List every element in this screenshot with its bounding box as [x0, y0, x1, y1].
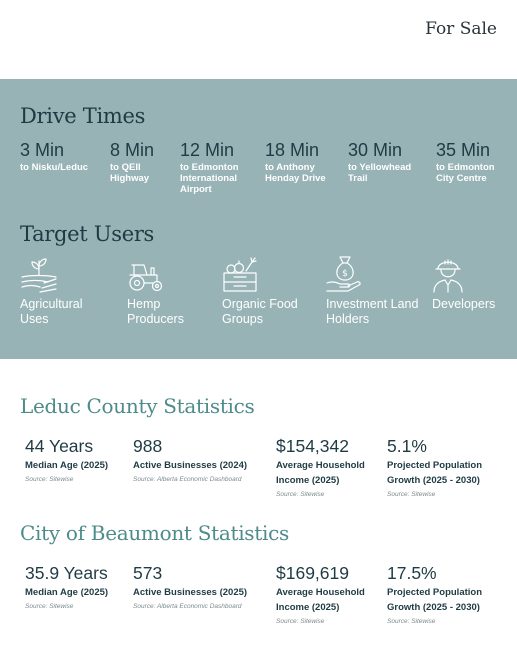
drive-time-item	[180, 139, 250, 195]
drive-time-destination: to Edmonton City Centre	[436, 162, 495, 184]
stat-source: Source: Sitewise	[387, 618, 436, 625]
drive-time-item	[20, 139, 110, 173]
stat-value: $154,342	[276, 436, 349, 456]
drive-time-destination: to QEII Highway	[110, 162, 150, 184]
target-user-item	[222, 255, 312, 327]
stat-median-age	[25, 435, 130, 483]
drive-times-heading: Drive Times	[20, 104, 146, 128]
stat-label: Median Age (2025)	[25, 587, 109, 598]
drive-time-item	[110, 139, 172, 184]
stat-source: Source: Alberta Economic Dashboard	[133, 476, 242, 483]
stat-value: 17.5%	[387, 563, 437, 583]
stat-source: Source: Alberta Economic Dashboard	[133, 603, 242, 610]
stat-source: Source: Sitewise	[276, 618, 325, 625]
stat-label: Projected Population Growth (2025 - 2030)	[387, 460, 483, 486]
for-sale-label: For Sale	[425, 19, 497, 39]
stat-label: Active Businesses (2025)	[133, 587, 248, 598]
stat-label: Projected Population Growth (2025 - 2030)	[387, 587, 483, 613]
stat-value: 5.1%	[387, 436, 427, 456]
drive-time-value: 30 Min	[348, 140, 403, 160]
drive-time-item	[436, 139, 506, 184]
target-user-label: Investment Land Holders	[326, 297, 419, 326]
stat-household-income	[276, 562, 376, 625]
drive-time-value: 8 Min	[110, 140, 155, 160]
stat-value: 44 Years	[25, 436, 94, 456]
stat-label: Average Household Income (2025)	[276, 460, 365, 486]
drive-time-destination: to Nisku/Leduc	[20, 162, 89, 173]
drive-time-item	[348, 139, 418, 184]
agriculture-icon	[20, 255, 58, 293]
stat-population-growth	[387, 435, 497, 498]
target-user-label: Developers	[432, 297, 496, 311]
tractor-icon	[127, 255, 165, 293]
beaumont-statistics-heading: City of Beaumont Statistics	[20, 521, 289, 545]
stat-active-businesses	[133, 435, 268, 483]
stat-source: Source: Sitewise	[25, 476, 74, 483]
stat-active-businesses	[133, 562, 268, 610]
drive-time-item	[265, 139, 337, 184]
stat-source: Source: Sitewise	[276, 491, 325, 498]
target-user-item	[127, 255, 207, 327]
svg-text:$: $	[342, 269, 348, 279]
drive-time-value: 18 Min	[265, 140, 320, 160]
target-user-label: Hemp Producers	[127, 297, 184, 326]
developer-hardhat-icon	[432, 255, 470, 293]
stat-value: 988	[133, 436, 163, 456]
stat-label: Median Age (2025)	[25, 460, 109, 471]
drive-time-destination: to Yellowhead Trail	[348, 162, 412, 184]
target-user-item	[432, 255, 512, 312]
target-user-item	[326, 255, 421, 327]
stat-source: Source: Sitewise	[25, 603, 74, 610]
stat-household-income	[276, 435, 376, 498]
produce-crate-icon	[222, 255, 260, 293]
stat-label: Active Businesses (2024)	[133, 460, 248, 471]
stat-source: Source: Sitewise	[387, 491, 436, 498]
stat-label: Average Household Income (2025)	[276, 587, 365, 613]
stat-median-age	[25, 562, 130, 610]
drive-time-destination: to Edmonton International Airport	[180, 162, 239, 195]
drive-time-value: 35 Min	[436, 140, 491, 160]
drive-time-destination: to Anthony Henday Drive	[265, 162, 326, 184]
target-user-item	[20, 255, 110, 327]
stat-population-growth	[387, 562, 497, 625]
leduc-county-statistics-heading: Leduc County Statistics	[20, 394, 255, 418]
target-user-label: Organic Food Groups	[222, 297, 298, 326]
stat-value: 573	[133, 563, 163, 583]
drive-time-value: 12 Min	[180, 140, 235, 160]
stat-value: $169,619	[276, 563, 349, 583]
money-bag-hand-icon	[326, 255, 364, 293]
drive-time-value: 3 Min	[20, 140, 65, 160]
target-user-label: Agricultural Uses	[20, 297, 83, 326]
stat-value: 35.9 Years	[25, 563, 108, 583]
target-users-heading: Target Users	[20, 222, 155, 246]
